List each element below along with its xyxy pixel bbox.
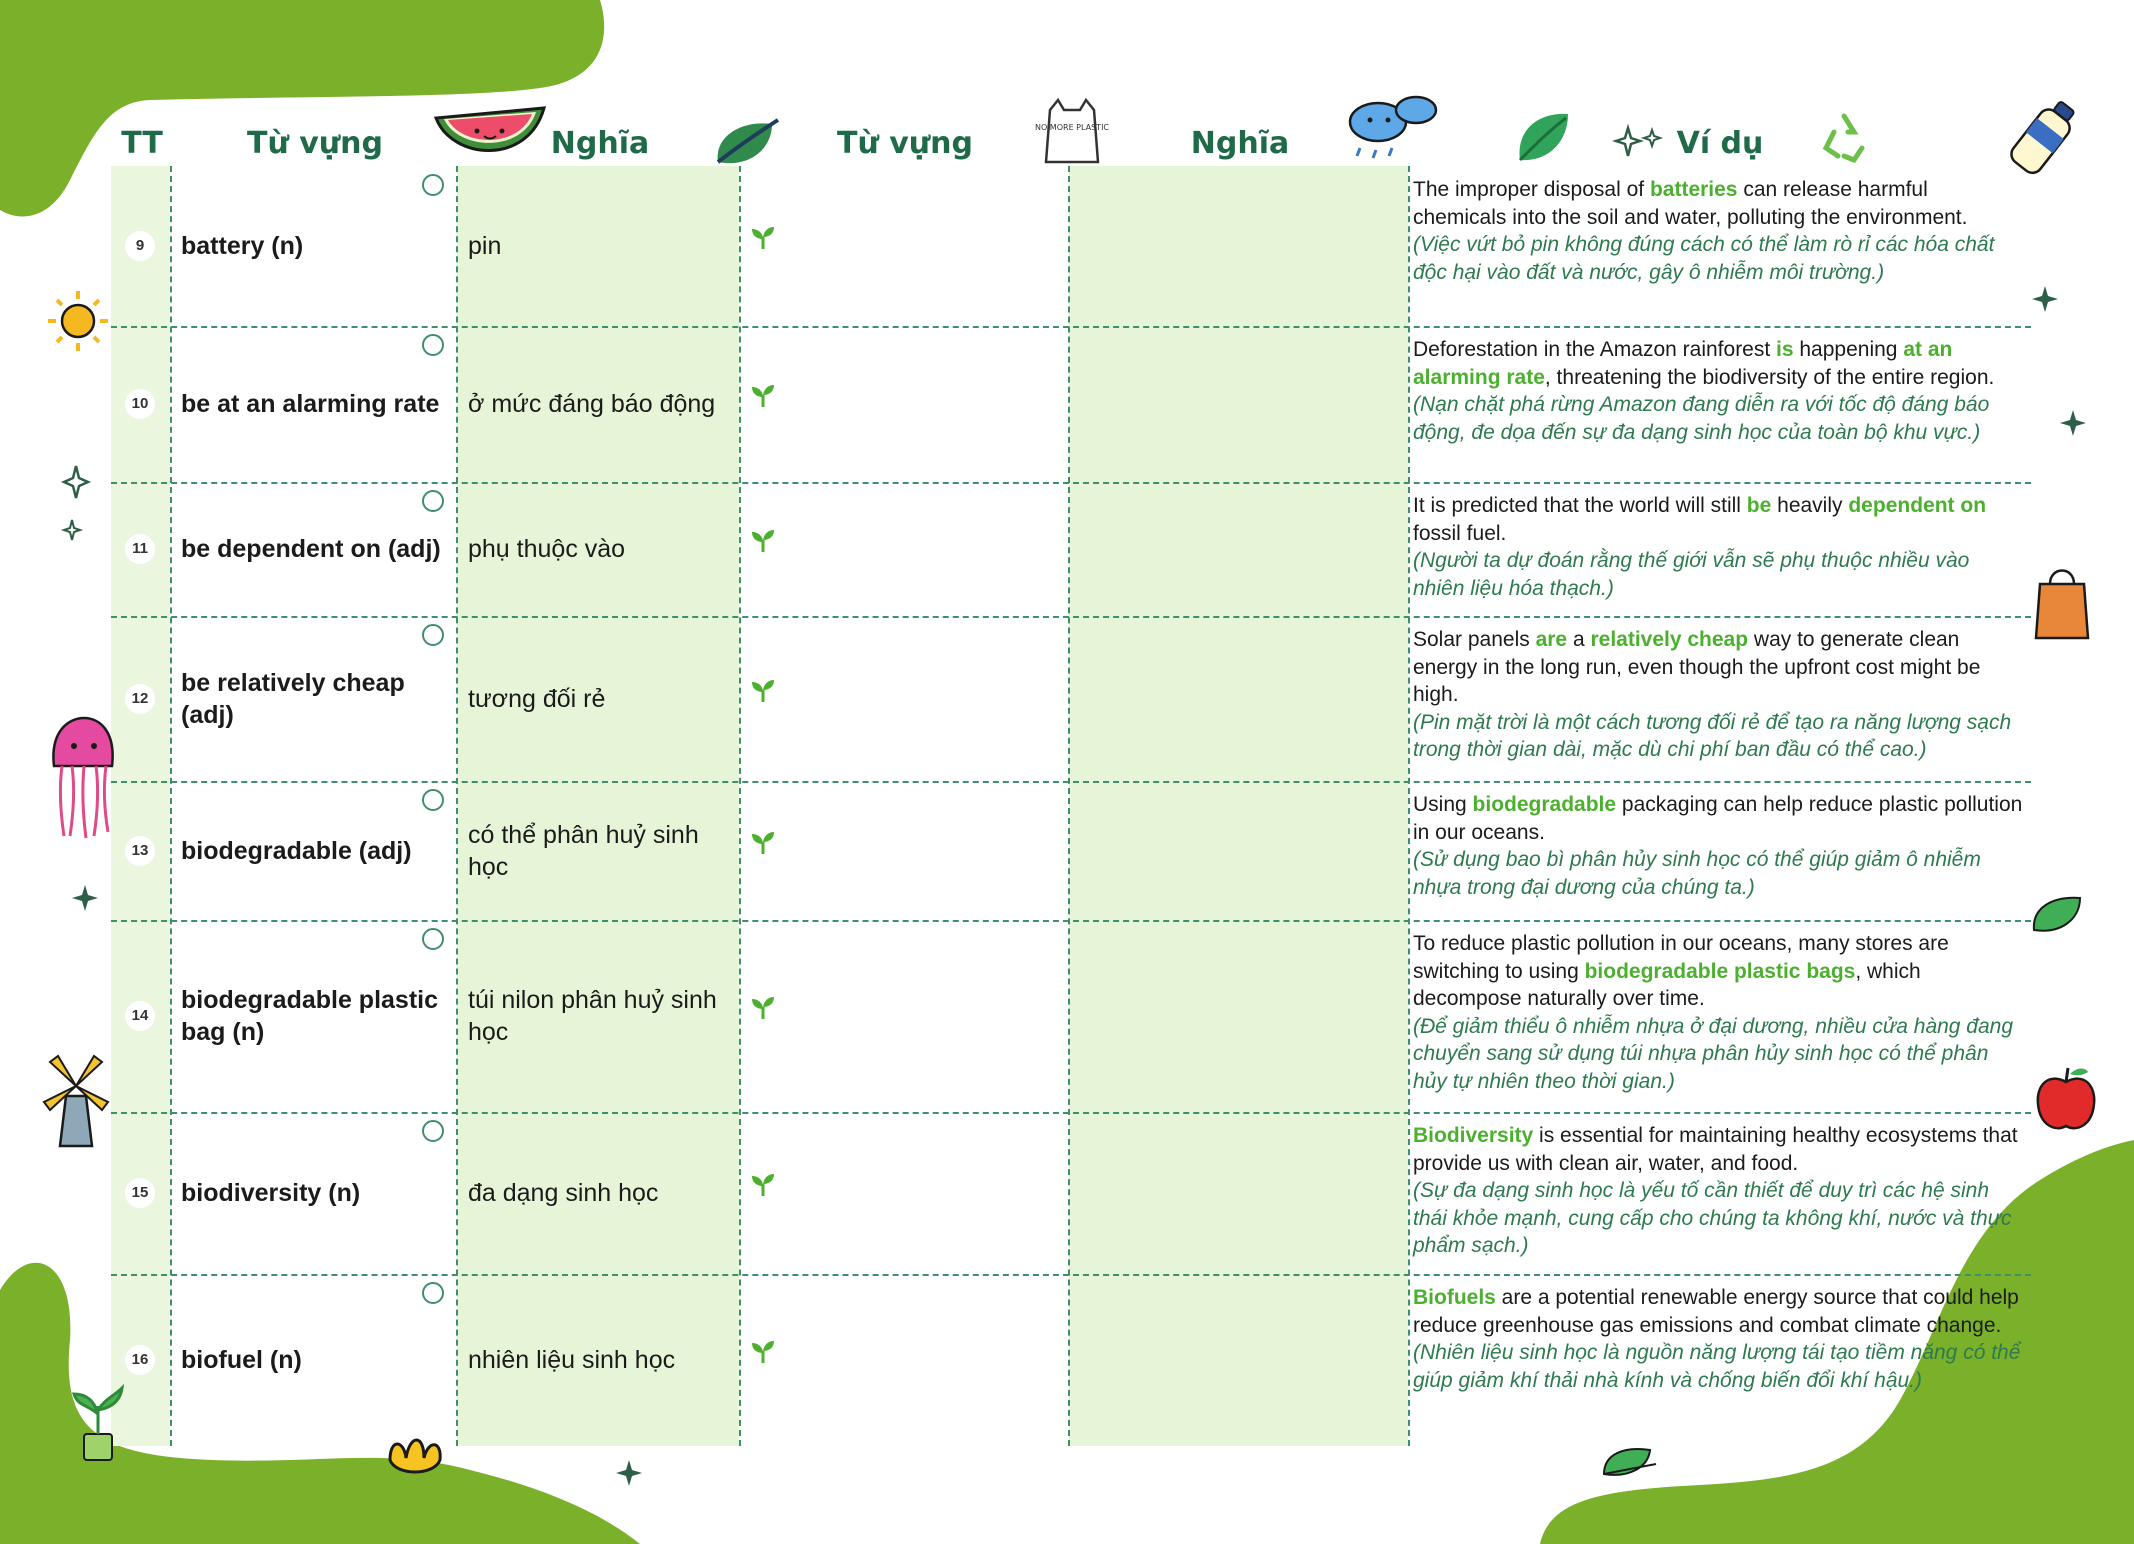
checkbox-circle[interactable] xyxy=(422,174,444,196)
sprout-icon xyxy=(750,995,776,1021)
sentence-text: can release harmful chemicals into the soil and water, polluting the environment. xyxy=(1413,178,1968,229)
row-number: 12 xyxy=(125,684,155,714)
vocab-term: biodiversity (n) xyxy=(181,1179,361,1207)
row-number: 14 xyxy=(125,1001,155,1031)
example-sentence xyxy=(1413,176,2025,286)
no-plastic-bag-icon xyxy=(1034,96,1110,166)
sentence-text: It is predicted that the world will still xyxy=(1413,494,1747,517)
sentence-text: Using xyxy=(1413,793,1473,816)
highlighted-term: is xyxy=(1776,338,1794,361)
watermelon-icon xyxy=(432,104,548,164)
checkbox-circle[interactable] xyxy=(422,624,444,646)
example-sentence xyxy=(1413,791,2025,901)
sentence-text: , threatening the biodiversity of the entire region. xyxy=(1544,365,1995,389)
vocab-meaning: nhiên liệu sinh học xyxy=(468,1346,676,1374)
vocab-term: biodegradable plastic bag (n) xyxy=(181,986,439,1046)
vocab-term: biodegradable (adj) xyxy=(181,837,412,865)
leaf-icon xyxy=(712,116,782,168)
leaf-icon xyxy=(2030,894,2084,934)
vocab-term: biofuel (n) xyxy=(181,1346,302,1374)
vietnamese-translation: (Sự đa dạng sinh học là yếu tố cần thiết để duy trì các hệ sinh thái khỏe mạnh, cung cấp cho chúng ta không khí, nước và thực phẩm sạch.) xyxy=(1413,1179,2012,1257)
table-row xyxy=(0,781,2134,920)
sentence-text: is essential for maintaining healthy ecosystems that provide us with clean air, water, and food. xyxy=(1413,1124,2018,1175)
jellyfish-icon xyxy=(48,714,118,844)
sprout-icon xyxy=(750,1339,776,1365)
vietnamese-translation: (Người ta dự đoán rằng thế giới vẫn sẽ phụ thuộc nhiều vào nhiên liệu hóa thạch.) xyxy=(1413,549,1970,600)
windmill-icon xyxy=(40,1046,112,1150)
header-meaning: Nghĩa xyxy=(550,126,650,161)
row-number: 13 xyxy=(125,836,155,866)
example-sentence xyxy=(1413,492,2025,602)
sentence-text: are a potential renewable energy source that could help reduce greenhouse gas emissions and combat climate change. xyxy=(1413,1286,2019,1337)
highlighted-term: batteries xyxy=(1649,178,1738,201)
leaf-icon xyxy=(1600,1444,1660,1480)
row-number: 11 xyxy=(125,534,155,564)
example-sentence xyxy=(1413,930,2025,1095)
example-sentence xyxy=(1413,1284,2025,1394)
sprout-icon xyxy=(750,528,776,554)
sentence-text: Solar panels xyxy=(1413,628,1536,651)
vietnamese-translation: (Việc vứt bỏ pin không đúng cách có thể làm rò rỉ các hóa chất độc hại vào đất và nước, gây ô nhiễm môi trường.) xyxy=(1413,233,1995,284)
sentence-text: The improper disposal of xyxy=(1413,178,1650,201)
plastic-bottle-icon xyxy=(2000,96,2086,180)
sentence-text: Deforestation in the Amazon rainforest xyxy=(1413,338,1777,361)
vocab-term: be dependent on (adj) xyxy=(181,535,441,563)
apple-icon xyxy=(2034,1064,2098,1134)
header-word: Từ vựng xyxy=(246,126,383,161)
header-tt: TT xyxy=(121,126,163,161)
header-word-2: Từ vựng xyxy=(836,126,973,161)
checkbox-circle[interactable] xyxy=(422,928,444,950)
sprout-icon xyxy=(750,678,776,704)
table-row xyxy=(0,166,2134,326)
highlighted-term: Biodiversity xyxy=(1413,1124,1534,1147)
vietnamese-translation: (Sử dụng bao bì phân hủy sinh học có thể giúp giảm ô nhiễm nhựa trong đại dương của chúng ta.) xyxy=(1413,848,1981,899)
checkbox-circle[interactable] xyxy=(422,1120,444,1142)
table-row xyxy=(0,326,2134,482)
highlighted-term: biodegradable xyxy=(1472,793,1617,816)
sentence-text: a xyxy=(1567,628,1591,651)
sentence-text: way to generate clean energy in the long run, even though the upfront cost might be high. xyxy=(1413,628,1981,706)
sentence-text: happening xyxy=(1793,338,1904,361)
example-sentence xyxy=(1413,626,2025,764)
vietnamese-translation: (Nhiên liệu sinh học là nguồn năng lượng tái tạo tiềm năng có thể giúp giảm khí thải nhà kính và chống biến đổi khí hậu.) xyxy=(1413,1341,2021,1392)
table-row xyxy=(0,616,2134,781)
vocab-term: be at an alarming rate xyxy=(181,390,440,418)
sparkle-icon xyxy=(62,462,90,548)
sprout-icon xyxy=(750,383,776,409)
table-row xyxy=(0,1112,2134,1274)
highlighted-term: at an alarming rate xyxy=(1413,338,1953,389)
vocab-meaning: phụ thuộc vào xyxy=(468,535,626,563)
sun-icon xyxy=(42,285,114,365)
rain-cloud-icon xyxy=(1338,94,1446,166)
sentence-text: To reduce plastic pollution in our oceans, many stores are switching to using xyxy=(1413,932,1949,983)
vocab-meaning: pin xyxy=(468,232,502,260)
checkbox-circle[interactable] xyxy=(422,1282,444,1304)
flower-icon xyxy=(384,1430,446,1480)
sentence-text: fossil fuel. xyxy=(1413,521,1507,545)
sparkle-icon xyxy=(1616,126,1662,158)
vocab-meaning: đa dạng sinh học xyxy=(468,1179,659,1207)
table-row xyxy=(0,1274,2134,1446)
highlighted-term: dependent on xyxy=(1848,494,1987,517)
bag-label: NO MORE PLASTIC xyxy=(1034,123,1110,132)
highlighted-term: biodegradable plastic bags xyxy=(1584,959,1856,983)
sentence-text: packaging can help reduce plastic pollution in our oceans. xyxy=(1413,793,2023,844)
row-number: 10 xyxy=(125,389,155,419)
table-row xyxy=(0,920,2134,1112)
shopping-bag-icon xyxy=(2030,560,2094,642)
green-leaf-icon xyxy=(1512,108,1574,166)
sparkle-icon xyxy=(70,883,100,913)
recycle-icon xyxy=(1816,110,1872,166)
highlighted-term: Biofuels xyxy=(1413,1286,1496,1309)
sprout-icon xyxy=(750,225,776,251)
potted-plant-icon xyxy=(70,1384,126,1464)
header-meaning-2: Nghĩa xyxy=(1190,126,1290,161)
vietnamese-translation: (Pin mặt trời là một cách tương đối rẻ để tạo ra năng lượng sạch trong thời gian dài, mặc dù chi phí ban đầu có thể cao.) xyxy=(1413,710,2012,761)
sparkle-icon xyxy=(614,1458,644,1488)
highlighted-term: relatively cheap xyxy=(1590,628,1749,651)
example-sentence xyxy=(1413,336,2025,446)
vocab-term: be relatively cheap (adj) xyxy=(181,669,405,729)
highlighted-term: be xyxy=(1746,494,1772,517)
vocab-meaning: có thể phân huỷ sinh học xyxy=(468,821,699,881)
row-number: 16 xyxy=(125,1345,155,1375)
row-number: 9 xyxy=(125,231,155,261)
checkbox-circle[interactable] xyxy=(422,490,444,512)
checkbox-circle[interactable] xyxy=(422,789,444,811)
vocab-meaning: ở mức đáng báo động xyxy=(468,390,716,418)
checkbox-circle[interactable] xyxy=(422,334,444,356)
sprout-icon xyxy=(750,1172,776,1198)
vocab-meaning: tương đối rẻ xyxy=(468,685,606,713)
sparkle-icon xyxy=(2058,408,2088,438)
vocab-meaning: túi nilon phân huỷ sinh học xyxy=(468,986,717,1046)
vietnamese-translation: (Để giảm thiểu ô nhiễm nhựa ở đại dương, nhiều cửa hàng đang chuyển sang sử dụng túi nhựa phân hủy sinh học có thể phân hủy tự nhiên theo thời gian.) xyxy=(1413,1014,2014,1093)
vocab-term: battery (n) xyxy=(181,232,304,260)
highlighted-term: are xyxy=(1535,628,1568,651)
header-example: Ví dụ xyxy=(1676,126,1764,161)
row-number: 15 xyxy=(125,1178,155,1208)
example-sentence xyxy=(1413,1122,2025,1260)
sparkle-icon xyxy=(2030,284,2060,314)
table-row xyxy=(0,482,2134,616)
sprout-icon xyxy=(750,830,776,856)
sentence-text: , which decompose naturally over time. xyxy=(1413,959,1921,1010)
sentence-text: heavily xyxy=(1771,494,1849,517)
vietnamese-translation: (Nạn chặt phá rừng Amazon đang diễn ra với tốc độ đáng báo động, đe dọa đến sự đa dạng sinh học của toàn bộ khu vực.) xyxy=(1413,393,1990,444)
